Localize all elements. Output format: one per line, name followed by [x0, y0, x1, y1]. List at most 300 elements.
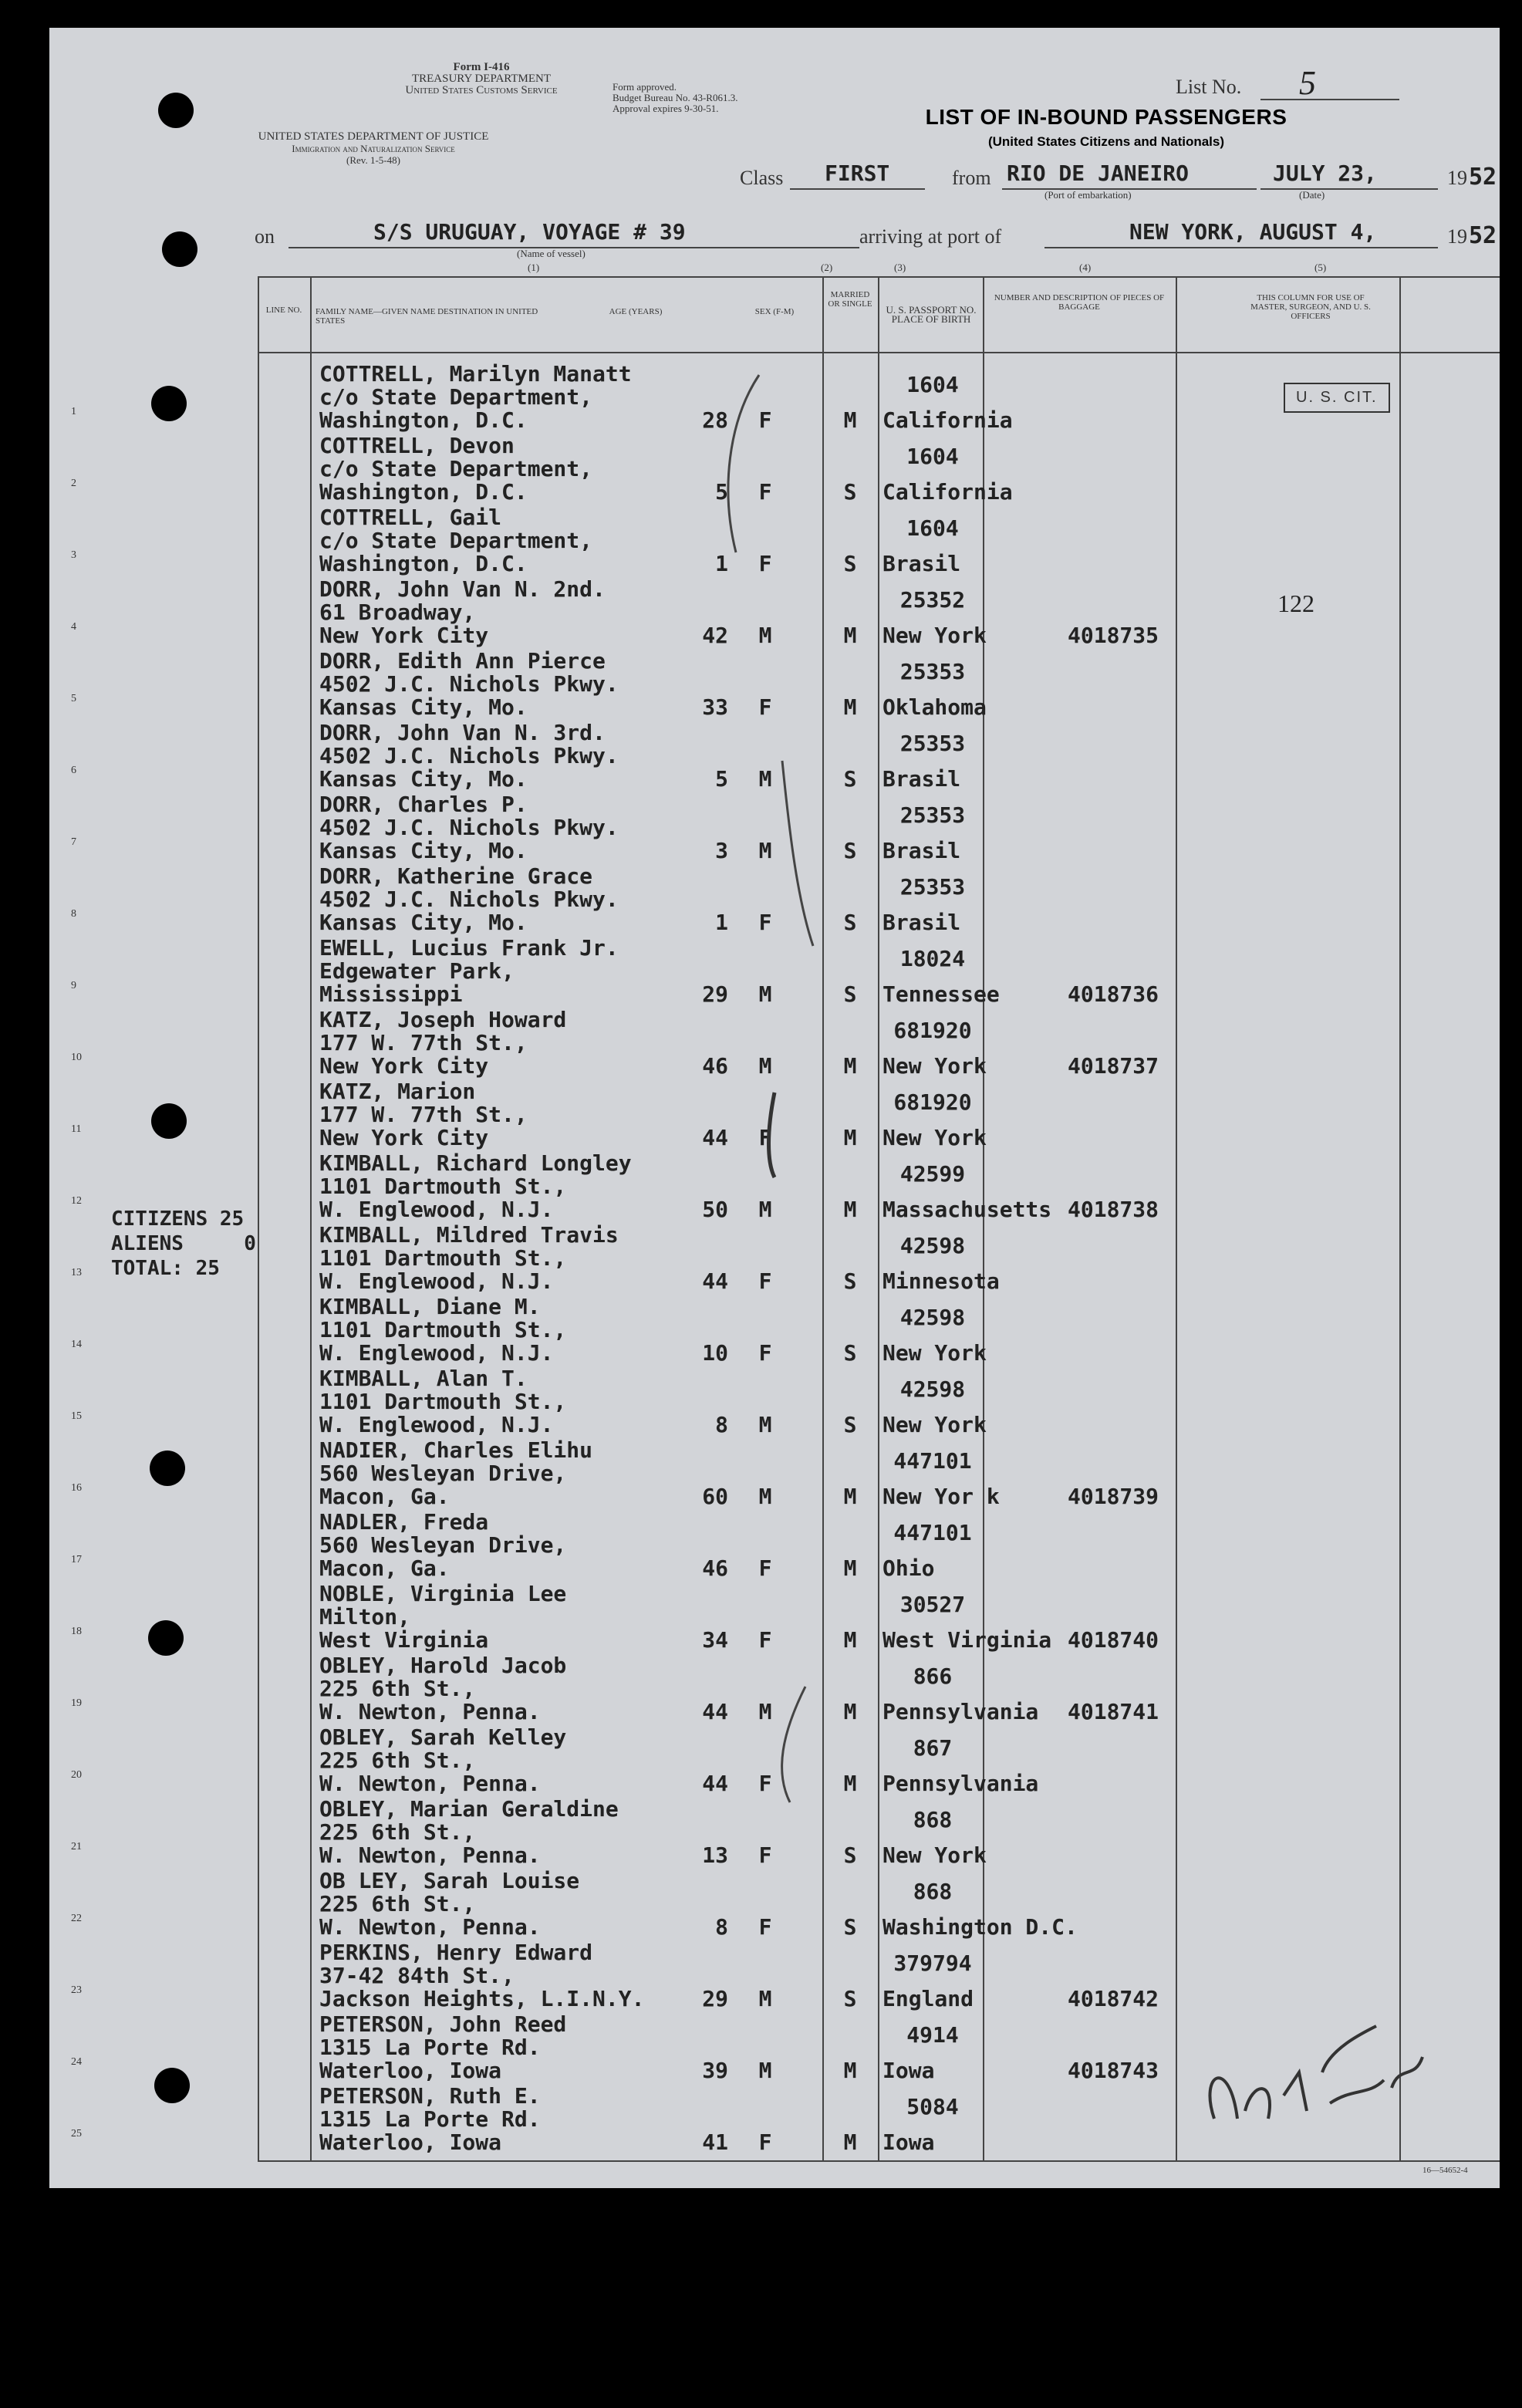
passport-number: 1604 — [906, 515, 959, 541]
marital-status: S — [843, 551, 857, 576]
sex: M — [758, 1053, 772, 1079]
sex: F — [758, 1842, 772, 1868]
place-of-birth: New York — [882, 1125, 987, 1150]
age: 46 — [702, 1555, 728, 1581]
address-line-2: W. Newton, Penna. — [319, 1699, 541, 1724]
address-line-1: 1101 Dartmouth St., — [319, 1174, 567, 1199]
totals-block — [111, 1207, 256, 1281]
age: 44 — [702, 1699, 728, 1724]
place-of-birth: West Virginia — [882, 1627, 1052, 1653]
marital-status: M — [843, 1699, 857, 1724]
age: 60 — [702, 1484, 728, 1509]
year-value-1: 52 — [1469, 164, 1497, 191]
port-caption: (Port of embarkation) — [1044, 189, 1132, 201]
address-line-1: 1101 Dartmouth St., — [319, 1389, 567, 1414]
age: 41 — [702, 2129, 728, 2155]
line-number: 10 — [71, 1052, 82, 1063]
line-number: 18 — [71, 1626, 82, 1637]
col-header-passport: U. S. PASSPORT NO. PLACE OF BIRTH — [886, 304, 977, 325]
address-line-2: W. Englewood, N.J. — [319, 1268, 554, 1294]
citizens-label: CITIZENS — [111, 1207, 208, 1231]
handwritten-marks — [705, 360, 828, 2134]
marital-status: M — [843, 2129, 857, 2155]
address-line-2: Waterloo, Iowa — [319, 2058, 502, 2083]
handwritten-signature — [1168, 2003, 1461, 2157]
marital-status: S — [843, 981, 857, 1007]
total-count: 25 — [195, 1257, 220, 1280]
manifest-title: LIST OF IN-BOUND PASSENGERS — [925, 105, 1287, 129]
line-number: 5 — [71, 693, 76, 704]
age: 8 — [715, 1412, 728, 1437]
place-of-birth: Brasil — [882, 838, 961, 863]
address-line-2: Macon, Ga. — [319, 1484, 450, 1509]
marital-status: M — [843, 1125, 857, 1150]
line-number: 1 — [71, 406, 76, 417]
marital-status: S — [843, 1412, 857, 1437]
form-revision: (Rev. 1-5-48) — [346, 154, 400, 166]
age: 29 — [702, 1986, 728, 2011]
sex: M — [758, 2058, 772, 2083]
line-number: 9 — [71, 980, 76, 991]
passport-number: 867 — [913, 1735, 953, 1761]
place-of-birth: Pennsylvania — [882, 1699, 1039, 1724]
address-line-1: c/o State Department, — [319, 384, 593, 410]
sex: F — [758, 1268, 772, 1294]
passenger-name: KIMBALL, Richard Longley — [319, 1150, 632, 1176]
address-line-2: New York City — [319, 1053, 489, 1079]
passenger-name: DORR, Charles P. — [319, 792, 528, 817]
aliens-label: ALIENS — [111, 1232, 184, 1255]
passport-number: 868 — [913, 1879, 953, 1904]
col-header-name: FAMILY NAME—GIVEN NAME DESTINATION IN UNITED STATES — [316, 307, 538, 326]
age: 42 — [702, 623, 728, 648]
sex: F — [758, 1555, 772, 1581]
address-line-1: 1101 Dartmouth St., — [319, 1245, 567, 1271]
col-number-4: (4) — [1079, 262, 1092, 273]
address-line-1: 4502 J.C. Nichols Pkwy. — [319, 671, 619, 697]
baggage-number: 4018740 — [1068, 1627, 1159, 1653]
place-of-birth: Pennsylvania — [882, 1771, 1039, 1796]
marital-status: S — [843, 838, 857, 863]
address-line-2: Kansas City, Mo. — [319, 910, 528, 935]
age: 44 — [702, 1771, 728, 1796]
class-label: Class — [740, 167, 784, 189]
place-of-birth: Massachusetts — [882, 1197, 1052, 1222]
address-line-1: 4502 J.C. Nichols Pkwy. — [319, 743, 619, 768]
passenger-name: KATZ, Joseph Howard — [319, 1007, 567, 1032]
dept-justice: UNITED STATES DEPARTMENT OF JUSTICE — [258, 130, 489, 143]
address-line-2: W. Englewood, N.J. — [319, 1197, 554, 1222]
us-citizen-stamp: U. S. CIT. — [1284, 383, 1390, 413]
sex: F — [758, 479, 772, 505]
punch-hole — [151, 386, 187, 421]
passport-number: 25353 — [899, 731, 966, 756]
line-number: 24 — [71, 2056, 82, 2068]
sex: F — [758, 1340, 772, 1366]
address-line-2: Mississippi — [319, 981, 463, 1007]
baggage-number: 4018742 — [1068, 1986, 1159, 2011]
passport-number: 42599 — [899, 1161, 966, 1187]
passenger-name: DORR, Katherine Grace — [319, 863, 593, 889]
passenger-name: OBLEY, Harold Jacob — [319, 1653, 567, 1678]
address-line-1: 177 W. 77th St., — [319, 1102, 528, 1127]
punch-hole — [151, 1103, 187, 1139]
baggage-number: 4018735 — [1068, 623, 1159, 648]
place-of-birth: New York — [882, 1412, 987, 1437]
approval-note — [613, 82, 737, 114]
sex: F — [758, 1771, 772, 1796]
from-label: from — [952, 167, 991, 189]
passenger-name: KATZ, Marion — [319, 1079, 476, 1104]
marital-status: S — [843, 1986, 857, 2011]
age: 34 — [702, 1627, 728, 1653]
age: 5 — [715, 479, 728, 505]
marital-status: S — [843, 910, 857, 935]
passport-number: 25353 — [899, 802, 966, 828]
form-number: Form I-416 — [453, 61, 510, 73]
baggage-number: 4018736 — [1068, 981, 1159, 1007]
passport-number: 42598 — [899, 1305, 966, 1330]
passport-number: 25353 — [899, 659, 966, 684]
sex: F — [758, 1914, 772, 1940]
baggage-number: 4018739 — [1068, 1484, 1159, 1509]
col-header-officers: THIS COLUMN FOR USE OF MASTER, SURGEON, AND U. S. OFFICERS — [1250, 293, 1371, 321]
list-no-value: 5 — [1299, 64, 1316, 102]
age: 44 — [702, 1125, 728, 1150]
passport-number: 866 — [913, 1663, 953, 1689]
col-header-baggage: NUMBER AND DESCRIPTION OF PIECES OF BAGGAGE — [994, 293, 1165, 312]
punch-hole — [162, 231, 197, 267]
address-line-1: 225 6th St., — [319, 1676, 476, 1701]
line-number: 13 — [71, 1267, 82, 1278]
address-line-2: West Virginia — [319, 1627, 489, 1653]
sex: M — [758, 838, 772, 863]
passenger-name: PETERSON, John Reed — [319, 2011, 567, 2037]
line-number: 25 — [71, 2128, 82, 2140]
passenger-name: EWELL, Lucius Frank Jr. — [319, 935, 619, 961]
age: 50 — [702, 1197, 728, 1222]
passport-number: 447101 — [893, 1448, 972, 1474]
line-number: 16 — [71, 1482, 82, 1494]
line-number: 6 — [71, 765, 76, 776]
vessel-value: S/S URUGUAY, VOYAGE # 39 — [373, 219, 686, 245]
address-line-2: Washington, D.C. — [319, 407, 528, 433]
address-line-1: 37-42 84th St., — [319, 1963, 515, 1988]
passport-number: 379794 — [893, 1950, 972, 1976]
passenger-name: PERKINS, Henry Edward — [319, 1940, 593, 1965]
marital-status: M — [843, 2058, 857, 2083]
address-line-1: c/o State Department, — [319, 528, 593, 553]
marital-status: S — [843, 766, 857, 792]
address-line-2: W. Newton, Penna. — [319, 1842, 541, 1868]
approval-line-2: Budget Bureau No. 43-R061.3. — [613, 92, 738, 103]
on-label: on — [255, 225, 275, 248]
line-number: 8 — [71, 908, 76, 920]
line-number: 23 — [71, 1984, 82, 1996]
sex: M — [758, 1699, 772, 1724]
marital-status: M — [843, 1555, 857, 1581]
address-line-2: Jackson Heights, L.I.N.Y. — [319, 1986, 645, 2011]
vessel-caption: (Name of vessel) — [517, 248, 586, 259]
age: 8 — [715, 1914, 728, 1940]
address-line-2: Kansas City, Mo. — [319, 694, 528, 720]
place-of-birth: Tennessee — [882, 981, 1000, 1007]
address-line-1: 225 6th St., — [319, 1748, 476, 1773]
marital-status: M — [843, 1197, 857, 1222]
class-value: FIRST — [825, 160, 890, 186]
total-label: TOTAL: — [111, 1257, 184, 1280]
age: 1 — [715, 551, 728, 576]
vessel-field — [289, 219, 859, 248]
passport-number: 1604 — [906, 444, 959, 469]
address-line-1: 560 Wesleyan Drive, — [319, 1532, 567, 1558]
arriving-label: arriving at port of — [859, 225, 1002, 248]
address-line-1: 61 Broadway, — [319, 599, 476, 625]
punch-hole — [158, 93, 194, 128]
line-number: 2 — [71, 478, 76, 489]
passport-number: 18024 — [899, 946, 966, 971]
address-line-2: New York City — [319, 623, 489, 648]
col-number-3: (3) — [894, 262, 906, 273]
address-line-2: Kansas City, Mo. — [319, 766, 528, 792]
line-number: 17 — [71, 1554, 82, 1565]
punch-hole — [148, 1620, 184, 1656]
sex: M — [758, 1197, 772, 1222]
passenger-name: COTTRELL, Devon — [319, 433, 515, 458]
class-field — [790, 160, 925, 190]
marital-status: S — [843, 1914, 857, 1940]
col-number-1: (1) — [528, 262, 540, 273]
address-line-2: Washington, D.C. — [319, 551, 528, 576]
passenger-name: PETERSON, Ruth E. — [319, 2083, 541, 2109]
marital-status: M — [843, 623, 857, 648]
year-prefix-2: 19 — [1447, 225, 1467, 248]
citizens-count: 25 — [219, 1207, 245, 1231]
form-header-left — [366, 62, 597, 96]
baggage-number: 4018737 — [1068, 1053, 1159, 1079]
col-header-age: AGE (YEARS) — [609, 307, 663, 316]
place-of-birth: California — [882, 479, 1013, 505]
place-of-birth: England — [882, 1986, 974, 2011]
list-no-label: List No. — [1176, 76, 1242, 98]
marital-status: M — [843, 1771, 857, 1796]
age: 39 — [702, 2058, 728, 2083]
col-number-2: (2) — [821, 262, 833, 273]
address-line-2: W. Englewood, N.J. — [319, 1340, 554, 1366]
address-line-2: New York City — [319, 1125, 489, 1150]
age: 13 — [702, 1842, 728, 1868]
line-number: 3 — [71, 549, 76, 561]
baggage-number: 4018743 — [1068, 2058, 1159, 2083]
passport-number: 5084 — [906, 2094, 959, 2119]
sex: M — [758, 1412, 772, 1437]
address-line-1: 225 6th St., — [319, 1891, 476, 1917]
address-line-2: Waterloo, Iowa — [319, 2129, 502, 2155]
marital-status: S — [843, 1340, 857, 1366]
line-number: 4 — [71, 621, 76, 633]
address-line-1: 4502 J.C. Nichols Pkwy. — [319, 815, 619, 840]
port-field — [1002, 160, 1257, 190]
address-line-1: 4502 J.C. Nichols Pkwy. — [319, 887, 619, 912]
year-value-2: 52 — [1469, 222, 1497, 249]
passenger-name: KIMBALL, Mildred Travis — [319, 1222, 619, 1248]
address-line-1: 1315 La Porte Rd. — [319, 2035, 541, 2060]
age: 28 — [702, 407, 728, 433]
passenger-name: COTTRELL, Gail — [319, 505, 502, 530]
place-of-birth: New Yor k — [882, 1484, 1000, 1509]
list-no-field — [1260, 64, 1399, 102]
address-line-1: 177 W. 77th St., — [319, 1030, 528, 1055]
year-prefix-1: 19 — [1447, 167, 1467, 189]
footer-code: 16—54652-4 — [1422, 2166, 1468, 2175]
address-line-1: 560 Wesleyan Drive, — [319, 1461, 567, 1486]
passenger-name: NOBLE, Virginia Lee — [319, 1581, 567, 1606]
marital-status: M — [843, 407, 857, 433]
address-line-1: 1315 La Porte Rd. — [319, 2106, 541, 2132]
address-line-2: W. Englewood, N.J. — [319, 1412, 554, 1437]
address-line-2: W. Newton, Penna. — [319, 1771, 541, 1796]
passport-number: 25353 — [899, 874, 966, 900]
line-number: 15 — [71, 1410, 82, 1422]
passport-number: 447101 — [893, 1520, 972, 1545]
arrival-field — [1044, 219, 1438, 248]
col-header-married: MARRIED OR SINGLE — [828, 290, 872, 309]
dept-justice-sub: Immigration and Naturalization Service — [292, 143, 455, 154]
form-header-justice — [250, 131, 497, 166]
passenger-name: NADLER, Freda — [319, 1509, 489, 1535]
address-line-1: Edgewater Park, — [319, 958, 515, 984]
aliens-count: 0 — [244, 1232, 256, 1255]
passport-number: 681920 — [893, 1089, 972, 1115]
approval-line-1: Form approved. — [613, 81, 677, 93]
line-number: 20 — [71, 1769, 82, 1781]
place-of-birth: Brasil — [882, 551, 961, 576]
address-line-1: c/o State Department, — [319, 456, 593, 481]
passport-number: 30527 — [899, 1592, 966, 1617]
dept-treasury: TREASURY DEPARTMENT — [411, 73, 552, 85]
line-number: 22 — [71, 1913, 82, 1924]
passport-number: 1604 — [906, 372, 959, 397]
place-of-birth: New York — [882, 1842, 987, 1868]
age: 5 — [715, 766, 728, 792]
line-number: 21 — [71, 1841, 82, 1852]
line-number: 19 — [71, 1697, 82, 1709]
col-header-line: LINE NO. — [265, 306, 302, 315]
passport-number: 25352 — [899, 587, 966, 613]
baggage-number: 4018741 — [1068, 1699, 1159, 1724]
sex: F — [758, 694, 772, 720]
marital-status: S — [843, 479, 857, 505]
passport-number: 4914 — [906, 2022, 959, 2048]
place-of-birth: Brasil — [882, 766, 961, 792]
age: 44 — [702, 1268, 728, 1294]
age: 46 — [702, 1053, 728, 1079]
place-of-birth: New York — [882, 1053, 987, 1079]
dept-treasury-sub: United States Customs Service — [405, 84, 558, 96]
address-line-2: Kansas City, Mo. — [319, 838, 528, 863]
address-line-2: Washington, D.C. — [319, 479, 528, 505]
age: 10 — [702, 1340, 728, 1366]
baggage-number: 4018738 — [1068, 1197, 1159, 1222]
passenger-name: DORR, Edith Ann Pierce — [319, 648, 606, 674]
port-value: RIO DE JANEIRO — [1007, 160, 1190, 186]
line-number: 12 — [71, 1195, 82, 1207]
sex: M — [758, 623, 772, 648]
passenger-name: KIMBALL, Alan T. — [319, 1366, 528, 1391]
passenger-name: OB LEY, Sarah Louise — [319, 1868, 580, 1893]
place-of-birth: Iowa — [882, 2058, 935, 2083]
passenger-name: KIMBALL, Diane M. — [319, 1294, 541, 1319]
place-of-birth: Iowa — [882, 2129, 935, 2155]
passport-number: 42598 — [899, 1376, 966, 1402]
sex: M — [758, 1484, 772, 1509]
place-of-birth: New York — [882, 1340, 987, 1366]
marital-status: M — [843, 1053, 857, 1079]
punch-hole — [150, 1451, 185, 1486]
punch-hole — [154, 2068, 190, 2103]
col-number-5: (5) — [1314, 262, 1327, 273]
sex: F — [758, 910, 772, 935]
manifest-page — [49, 28, 1500, 2188]
sex: F — [758, 551, 772, 576]
marital-status: M — [843, 694, 857, 720]
passport-number: 42598 — [899, 1233, 966, 1258]
arrival-value: NEW YORK, AUGUST 4, — [1129, 219, 1377, 245]
place-of-birth: Oklahoma — [882, 694, 987, 720]
marital-status: S — [843, 1842, 857, 1868]
sex: M — [758, 766, 772, 792]
sex: F — [758, 1125, 772, 1150]
address-line-1: 225 6th St., — [319, 1819, 476, 1845]
date-field — [1260, 160, 1438, 190]
address-line-2: Macon, Ga. — [319, 1555, 450, 1581]
manifest-subtitle: (United States Citizens and Nationals) — [987, 134, 1225, 149]
age: 1 — [715, 910, 728, 935]
age: 3 — [715, 838, 728, 863]
marital-status: S — [843, 1268, 857, 1294]
place-of-birth: Ohio — [882, 1555, 935, 1581]
sex: M — [758, 981, 772, 1007]
sex: M — [758, 1986, 772, 2011]
place-of-birth: California — [882, 407, 1013, 433]
marital-status: M — [843, 1627, 857, 1653]
line-number: 14 — [71, 1339, 82, 1350]
place-of-birth: Brasil — [882, 910, 961, 935]
passenger-name: NADIER, Charles Elihu — [319, 1437, 593, 1463]
passenger-name: COTTRELL, Marilyn Manatt — [319, 361, 632, 387]
sex: F — [758, 1627, 772, 1653]
sex: F — [758, 2129, 772, 2155]
age: 29 — [702, 981, 728, 1007]
place-of-birth: Washington D.C. — [882, 1914, 1078, 1940]
address-line-1: 1101 Dartmouth St., — [319, 1317, 567, 1342]
passport-number: 681920 — [893, 1018, 972, 1043]
place-of-birth: Minnesota — [882, 1268, 1000, 1294]
date-value: JULY 23, — [1273, 160, 1377, 186]
officer-note: 122 — [1277, 589, 1314, 617]
date-caption: (Date) — [1299, 189, 1325, 201]
passenger-name: OBLEY, Sarah Kelley — [319, 1724, 567, 1750]
age: 33 — [702, 694, 728, 720]
passenger-name: DORR, John Van N. 3rd. — [319, 720, 606, 745]
line-number: 11 — [71, 1123, 82, 1135]
col-header-sex: SEX (F-M) — [754, 307, 795, 316]
line-number: 7 — [71, 836, 76, 848]
address-line-1: Milton, — [319, 1604, 411, 1630]
passenger-name: OBLEY, Marian Geraldine — [319, 1796, 619, 1822]
place-of-birth: New York — [882, 623, 987, 648]
sex: F — [758, 407, 772, 433]
